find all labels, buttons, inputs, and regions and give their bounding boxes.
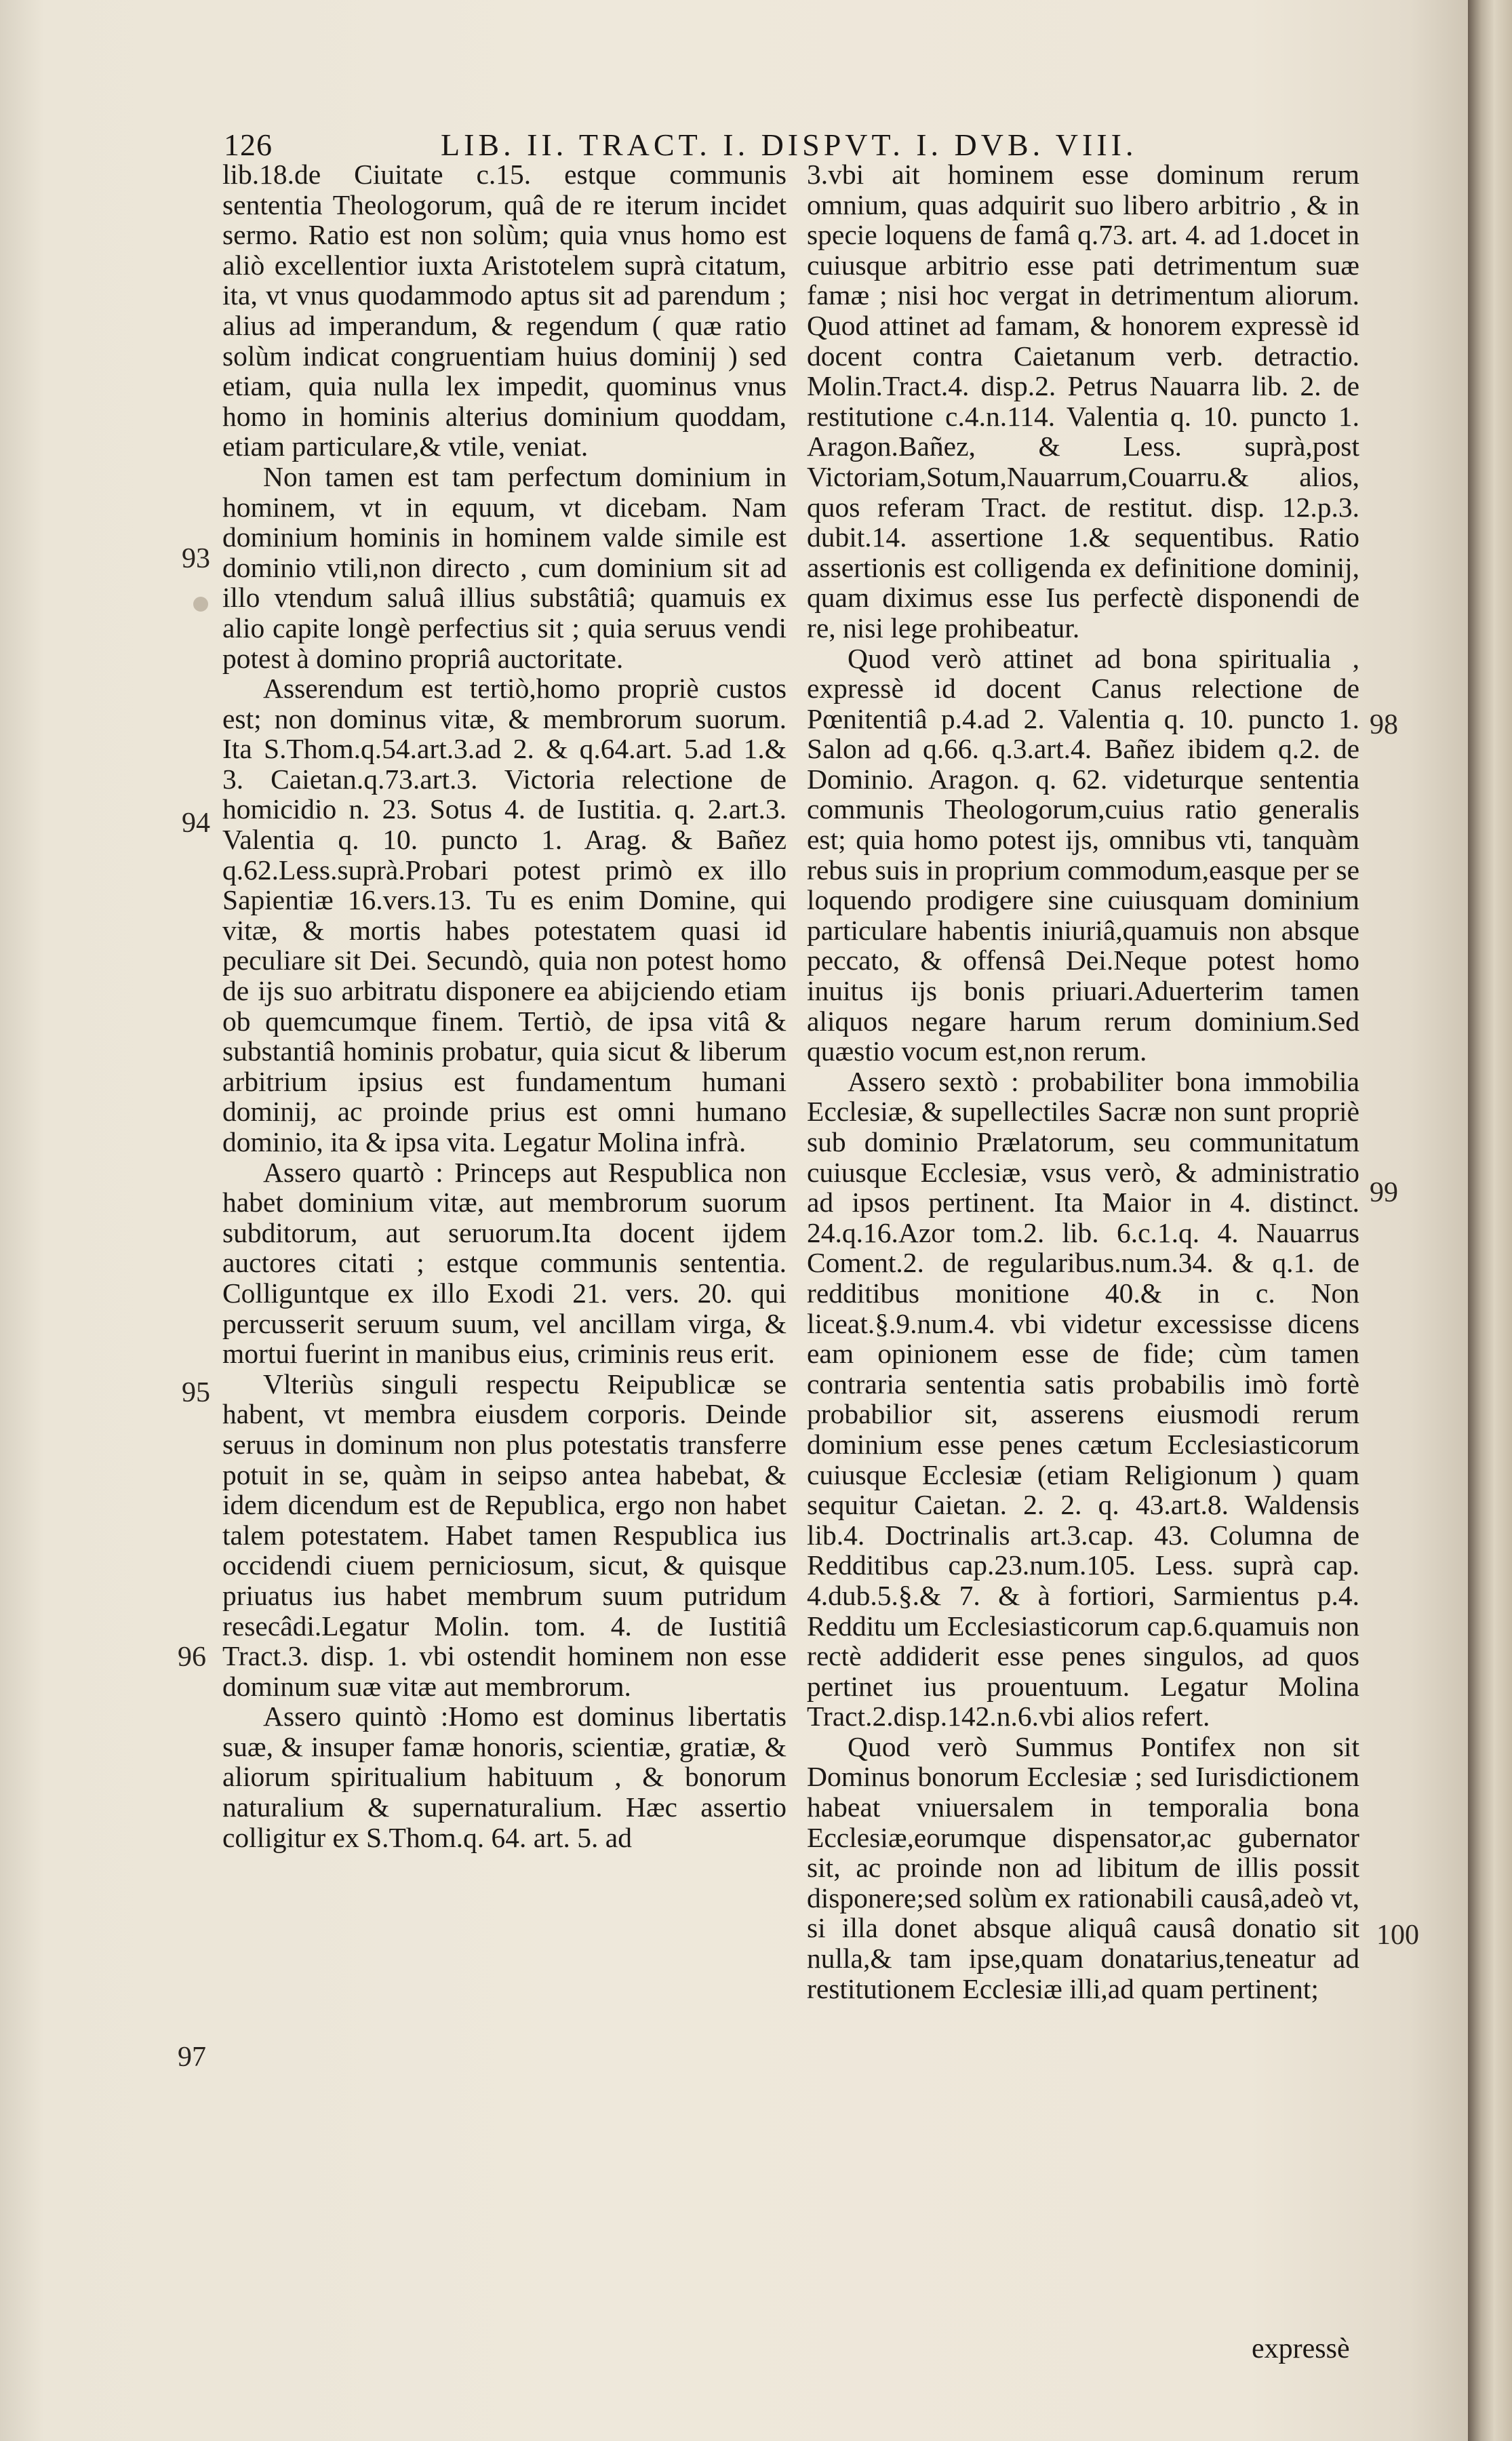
margin-number: 97: [178, 2042, 206, 2073]
margin-number: 99: [1370, 1177, 1398, 1208]
paragraph: 3.vbi ait hominem esse dominum rerum omnium, quas adquirit suo libero arbitrio , & in specie loquens de famâ q.73. art. 4. ad 1.docet in cuiusque arbitrio esse pati detrimentum suæ famæ ; nisi hoc vergat in detrimentum aliorum. Quod attinet ad famam, & honorem expressè id docent contra Caietanum verb. detractio. Molin.Tract.4. disp.2. Petrus Nauarra lib. 2. de restitutione c.4.n.114. Valentia q. 10. puncto 1. Aragon.Bañez, & Less. suprà,post Victoriam,Sotum,Nauarrum,Couarru.& alios, quos referam Tract. de restitut. disp. 12.p.3. dubit.14. assertione 1.& sequentibus. Ratio assertionis est colligenda ex definitione dominij, quam diximus esse Ius perfectè disponendi de re, nisi lege prohibeatur.: [807, 159, 1359, 643]
margin-number: 96: [178, 1642, 206, 1673]
margin-number: 94: [182, 808, 210, 839]
paragraph: Vlteriùs singuli respectu Reipublicæ se habent, vt membra eiusdem corporis. Deinde seruus in dominum non plus potestatis transferre potuit in se, quàm in seipso antea habebat, & idem dicendum est de Republica, ergo non habet talem potestatem. Habet tamen Respublica ius occidendi ciuem perniciosum, sicut, & quisque priuatus ius habet membrum suum putridum resecâdi.Legatur Molin. tom. 4. de Iustitiâ Tract.3. disp. 1. vbi ostendit hominem non esse dominum suæ vitæ aut membrorum.: [222, 1368, 787, 1702]
ink-spot: [193, 597, 208, 612]
paragraph: Assero quartò : Princeps aut Respublica non habet dominium vitæ, aut membrorum suorum subditorum, aut seruorum.Ita docent ijdem auctores citati ; estque communis sententia. Colliguntque ex illo Exodi 21. vers. 20. qui percusserit seruum suum, vel ancillam virga, & mortui fuerint in manibus eius, criminis reus erit.: [222, 1156, 787, 1370]
margin-number: 95: [182, 1377, 210, 1408]
running-head: LIB. II. TRACT. I. DISPVT. I. DVB. VIII.: [441, 127, 1138, 162]
catchword: expressè: [1252, 2333, 1350, 2364]
paragraph: Quod verò Summus Pontifex non sit Dominus bonorum Ecclesiæ ; sed Iurisdictionem habeat vniuersalem in temporalia bona Ecclesiæ,eorumque dispensator,ac gubernator sit, ac proinde non ad libitum de illis possit disponere;sed solùm ex rationabili causâ,adeò vt, si illa donet absque aliquâ causâ donatio sit nulla,& tam ipse,quam donatarius,teneatur ad restitutionem Ecclesiæ illi,ad quam pertinent;: [807, 1730, 1359, 2004]
right-column: [807, 159, 1359, 2004]
paragraph: Assero quintò :Homo est dominus libertatis suæ, & insuper famæ honoris, scientiæ, gratiæ, & aliorum spiritualium habituum , & bonorum naturalium & supernaturalium. Hæc assertio colligitur ex S.Thom.q. 64. art. 5. ad: [222, 1701, 787, 1853]
paragraph: Non tamen est tam perfectum dominium in hominem, vt in equum, vt dicebam. Nam dominium hominis in hominem valde simile est dominio vtili,non directo , cum dominium sit ad illo vtendum saluâ illius substâtiâ; quamuis ex alio capite longè perfectius sit ; quia seruus vendi potest à domino propriâ auctoritate.: [222, 460, 787, 674]
paragraph: lib.18.de Ciuitate c.15. estque communis sententia Theologorum, quâ de re iterum incidet sermo. Ratio est non solùm; quia vnus homo est aliò excellentior iuxta Aristotelem suprà citatum, ita, vt vnus quodammodo aptus sit ad parendum ; alius ad imperandum, & regendum ( quæ ratio solùm indicat congruentiam huius dominij ) sed etiam, quia nulla lex impedit, quominus vnus homo in hominis alterius dominium quoddam, etiam particulare,& vtile, veniat.: [222, 159, 787, 462]
paragraph: Asserendum est tertiò,homo propriè custos est; non dominus vitæ, & membrorum suorum. Ita S.Thom.q.54.art.3.ad 2. & q.64.art. 5.ad 1.& 3. Caietan.q.73.art.3. Victoria relectione de homicidio n. 23. Sotus 4. de Iustitia. q. 2.art.3. Valentia q. 10. puncto 1. Arag. & Bañez q.62.Less.suprà.Probari potest primò ex illo Sapientiæ 16.vers.13. Tu es enim Domine, qui vitæ, & mortis habes potestatem quasi id peculiare sit Dei. Secundò, quia non potest homo de ijs suo arbitratu disponere ea abijciendo etiam ob quemcumque finem. Tertiò, de ipsa vitâ & substantiâ hominis probatur, quia sicut & liberum arbitrium ipsius est fundamentum humani dominij, ac proinde prius est omni humano dominio, ita & ipsa vita. Legatur Molina infrà.: [222, 673, 787, 1157]
paragraph: Assero sextò : probabiliter bona immobilia Ecclesiæ, & supellectiles Sacræ non sunt propriè sub dominio Prælatorum, seu communitatum cuiusque Ecclesiæ, vsus verò, & administratio ad ipsos pertinent. Ita Maior in 4. distinct. 24.q.16.Azor tom.2. lib. 6.c.1.q. 4. Nauarrus Coment.2. de regularibus.num.34. & q.1. de redditibus monitione 40.& in c. Non liceat.§.9.num.4. vbi videtur excessisse dicens eam opinionem esse de fide; cùm tamen contraria sententia satis probabilis imò fortè probabilior sit, asserens eiusmodi rerum dominium esse penes cætum Ecclesiasticorum cuiusque Ecclesiæ (etiam Religionum ) quam sequitur Caietan. 2. 2. q. 43.art.8. Waldensis lib.4. Doctrinalis art.3.cap. 43. Columna de Redditibus cap.23.num.105. Less. suprà cap. 4.dub.5.§.& 7. & à fortiori, Sarmientus p.4. Redditu um Ecclesiasticorum cap.6.quamuis non rectè addiderit esse penes singulos, ad quos pertinet ius prouentuum. Legatur Molina Tract.2.disp.142.n.6.vbi alios refert.: [807, 1065, 1359, 1732]
folio-number: 126: [224, 127, 273, 162]
margin-number: 93: [182, 543, 210, 574]
margin-number: 98: [1370, 709, 1398, 740]
left-column: [222, 159, 787, 1852]
page-edge: [1468, 0, 1512, 2441]
paragraph: Quod verò attinet ad bona spiritualia , expressè id docent Canus relectione de Pœnitentiâ p.4.ad 2. Valentia q. 10. puncto 1. Salon ad q.66. q.3.art.4. Bañez ibidem q.2. de Dominio. Aragon. q. 62. videturque sententia communis Theologorum,cuius ratio generalis est; quia homo potest ijs, omnibus vti, tanquàm rebus suis in proprium commodum,easque per se loquendo prodigere sine cuiusquam dominium particulare habentis iniuriâ,quamuis non absque peccato, & offensâ Dei.Neque potest homo inuitus ijs bonis priuari.Aduerterim tamen aliquos negare harum rerum dominium.Sed quæstio vocum est,non rerum.: [807, 642, 1359, 1067]
margin-number: 100: [1376, 1920, 1419, 1951]
